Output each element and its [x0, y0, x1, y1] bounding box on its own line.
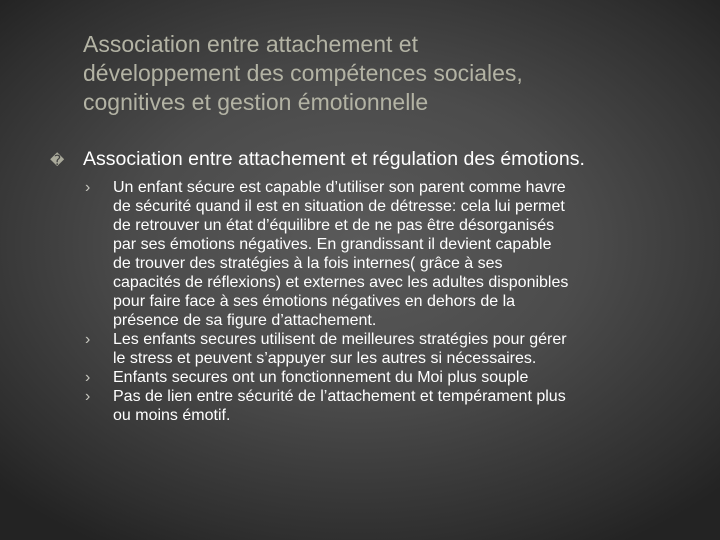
sub-bullet-item — [85, 368, 693, 387]
sub-bullet-line: Pas de lien entre sécurité de l’attachement et tempérament plus — [113, 388, 566, 405]
sub-bullet-line: par ses émotions négatives. En grandissant il devient capable — [113, 236, 552, 253]
chevron-right-icon: › — [85, 369, 91, 386]
bullet-level1-text: Association entre attachement et régulation des émotions. — [83, 148, 585, 170]
sub-bullet-item — [85, 178, 693, 330]
slide-title — [83, 30, 683, 117]
sub-bullet-line: Les enfants secures utilisent de meilleures stratégies pour gérer — [113, 331, 567, 348]
bullet-marker-icon: � — [50, 152, 65, 168]
sub-bullet-line: ou moins émotif. — [113, 407, 231, 424]
sub-bullet-line: Un enfant sécure est capable d’utiliser son parent comme havre — [113, 179, 566, 196]
sub-bullet-list — [85, 178, 693, 425]
sub-bullet-item — [85, 387, 693, 425]
sub-bullet-line: capacités de réflexions) et externes avec les adultes disponibles — [113, 274, 569, 291]
sub-bullet-line: Enfants secures ont un fonctionnement du Moi plus souple — [113, 369, 529, 386]
title-line: développement des compétences sociales, — [83, 60, 523, 86]
chevron-right-icon: › — [85, 331, 91, 348]
sub-bullet-line: de trouver des stratégies à la fois internes( grâce à ses — [113, 255, 503, 272]
sub-bullet-item — [85, 330, 693, 368]
chevron-right-icon: › — [85, 179, 91, 196]
sub-bullet-line: de sécurité quand il est en situation de détresse: cela lui permet — [113, 198, 565, 215]
sub-bullet-line: le stress et peuvent s’appuyer sur les autres si nécessaires. — [113, 350, 537, 367]
chevron-right-icon: › — [85, 388, 91, 405]
sub-bullet-line: de retrouver un état d’équilibre et de ne pas être désorganisés — [113, 217, 555, 234]
title-line: cognitives et gestion émotionnelle — [83, 89, 429, 115]
sub-bullet-line: présence de sa figure d’attachement. — [113, 312, 377, 329]
sub-bullet-line: pour faire face à ses émotions négatives en dehors de la — [113, 293, 516, 310]
title-line: Association entre attachement et — [83, 31, 418, 57]
